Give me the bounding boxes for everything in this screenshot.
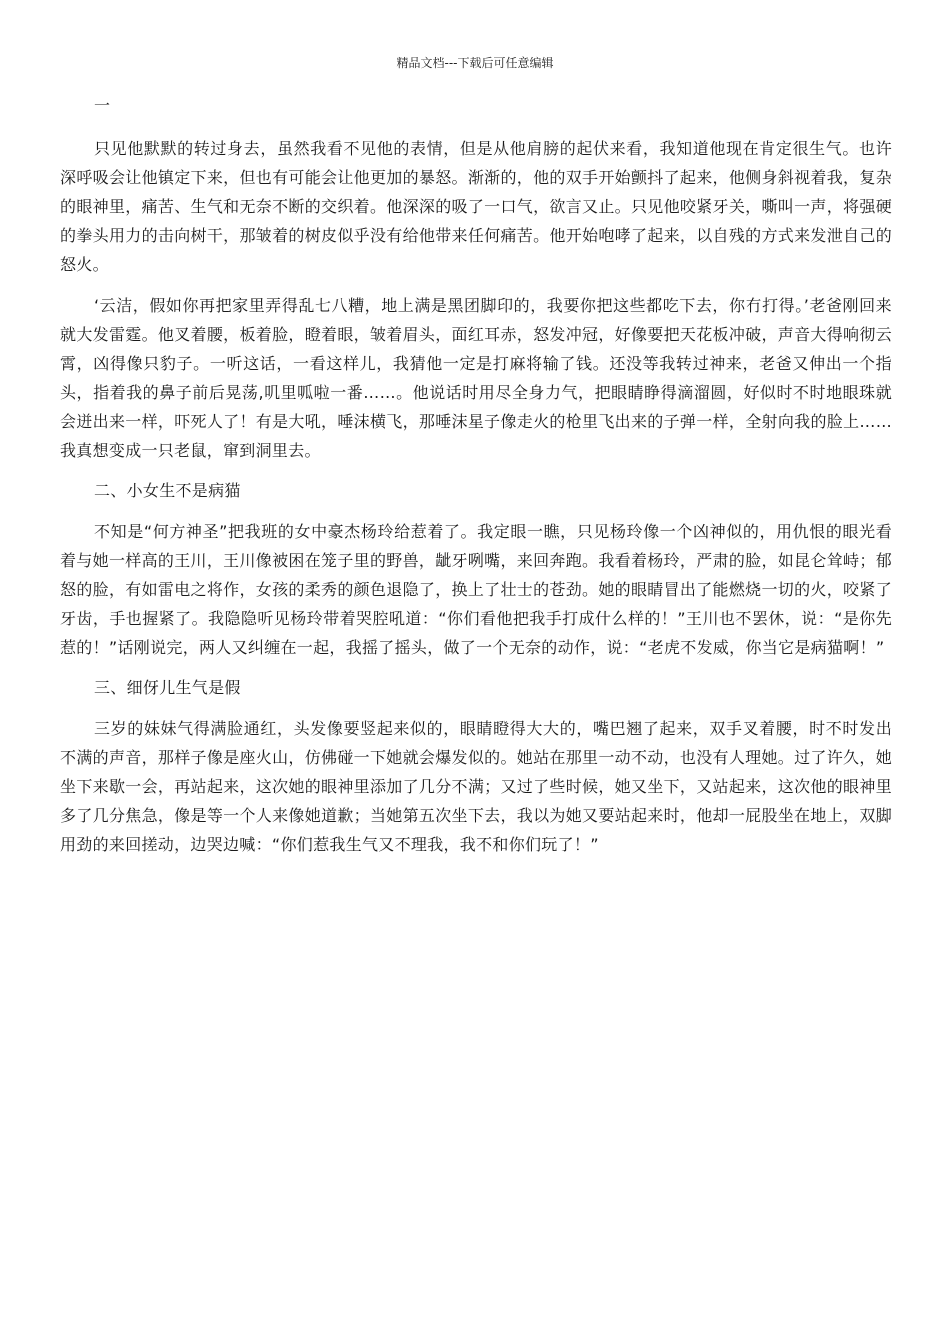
section-mark: 一 [94, 96, 111, 115]
paragraph-1: 只见他默默的转过身去，虽然我看不见他的表情，但是从他肩膀的起伏来看，我知道他现在肯定很生气。也许深呼吸会让他镇定下来，但也有可能会让他更加的暴怒。渐渐的，他的双手开始颤抖了起来，他侧身斜视着我，复杂的眼神里，痛苦、生气和无奈不断的交织着。他深深的吸了一口气，欲言又止。只见他咬紧牙关，嘶叫一声，将强硬的拳头用力的击向树干，那皱着的树皮似乎没有给他带来任何痛苦。他开始咆哮了起来，以自残的方式来发泄自己的怒火。 [60, 139, 892, 274]
paragraph-4: 三岁的妹妹气得满脸通红，头发像要竖起来似的，眼睛瞪得大大的，嘴巴翘了起来，双手叉着腰，时不时发出不满的声音，那样子像是座火山，仿佛碰一下她就会爆发似的。她站在那里一动不动，也没有人理她。过了许久，她坐下来歇一会，再站起来，这次她的眼神里添加了几分不满；又过了些时候，她又坐下，又站起来，这次他的眼神里多了几分焦急，像是等一个人来像她道歉；当她第五次坐下去，我以为她又要站起来时，他却一屁股坐在地上，双脚用劲的来回搓动，边哭边喊：“你们惹我生气又不理我，我不和你们玩了！” [60, 719, 892, 854]
page-header: 精品文档---下载后可任意编辑 [396, 56, 554, 70]
document-body [60, 92, 892, 871]
section-heading-2: 二、小女生不是病猫 [94, 481, 241, 500]
paragraph-3: 不知是“何方神圣”把我班的女中豪杰杨玲给惹着了。我定眼一瞧，只见杨玲像一个凶神似的，用仇恨的眼光看着与她一样高的王川，王川像被困在笼子里的野兽，龇牙咧嘴，来回奔跑。我看着杨玲，严肃的脸，如昆仑耸峙；郁怒的脸，有如雷电之将作，女孩的柔秀的颜色退隐了，换上了壮士的苍劲。她的眼睛冒出了能燃烧一切的火，咬紧了牙齿，手也握紧了。我隐隐听见杨玲带着哭腔吼道：“你们看他把我手打成什么样的！”王川也不罢休，说：“是你先惹的！”话刚说完，两人又纠缠在一起，我摇了摇头，做了一个无奈的动作，说：“老虎不发威，你当它是病猫啊！” [60, 522, 892, 657]
section-heading-3: 三、细伢儿生气是假 [94, 678, 241, 697]
paragraph-2: ‘云洁，假如你再把家里弄得乱七八糟，地上满是黑团脚印的，我要你把这些都吃下去，你冇打得。’老爸刚回来就大发雷霆。他叉着腰，板着脸，瞪着眼，皱着眉头，面红耳赤，怒发冲冠，好像要把天花板冲破，声音大得响彻云霄，凶得像只豹子。一听这话，一看这样儿，我猜他一定是打麻将输了钱。还没等我转过神来，老爸又伸出一个指头，指着我的鼻子前后晃荡,叽里呱啦一番……。他说话时用尽全身力气，把眼睛睁得滴溜圆，好似时不时地眼珠就会迸出来一样，吓死人了！有是大吼，唾沫横飞，那唾沫星子像走火的枪里飞出来的子弹一样，全射向我的脸上……我真想变成一只老鼠，窜到洞里去。 [60, 296, 892, 460]
